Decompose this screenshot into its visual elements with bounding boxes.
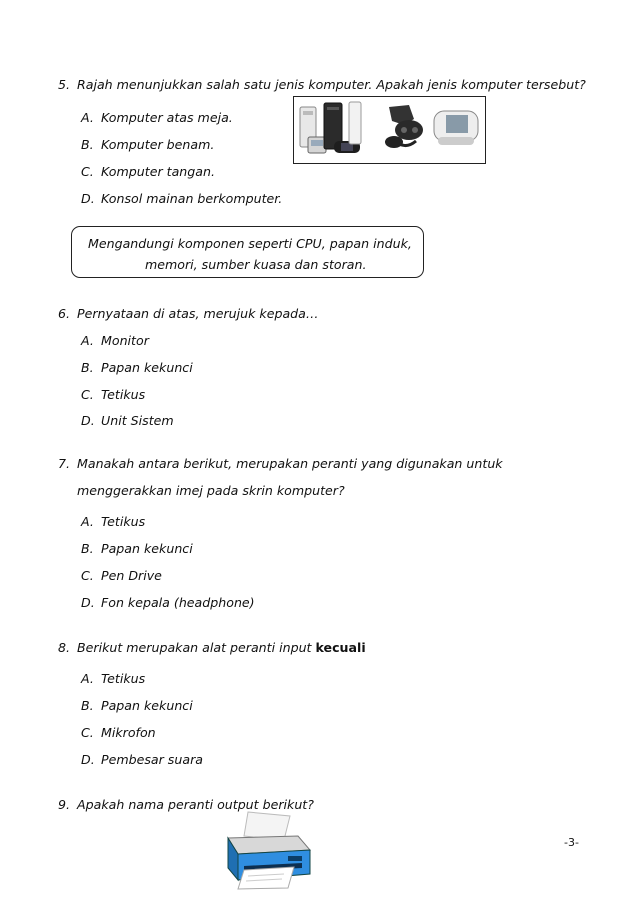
question-7-number: 7. <box>58 456 71 471</box>
question-9-number: 9. <box>58 797 71 812</box>
question-7-option-a: A. Tetikus <box>81 514 146 529</box>
question-6-number: 6. <box>58 306 71 321</box>
question-6-option-c: C. Tetikus <box>81 387 146 402</box>
game-consoles-illustration <box>294 97 484 162</box>
question-7-option-d: D. Fon kepala (headphone) <box>81 595 255 610</box>
statement-box <box>71 226 424 278</box>
question-5-text: Rajah menunjukkan salah satu jenis komputer. Apakah jenis komputer tersebut? <box>77 77 586 92</box>
question-6-option-a: A. Monitor <box>81 333 149 348</box>
question-8-option-c: C. Mikrofon <box>81 725 156 740</box>
question-8-emphasis: kecuali <box>315 640 366 655</box>
question-7-text-line-2: menggerakkan imej pada skrin komputer? <box>77 483 345 498</box>
question-9-text: Apakah nama peranti output berikut? <box>77 797 314 812</box>
question-8-option-d: D. Pembesar suara <box>81 752 203 767</box>
question-5-option-d: D. Konsol mainan berkomputer. <box>81 191 283 206</box>
question-8-option-a: A. Tetikus <box>81 671 146 686</box>
question-6-option-d: D. Unit Sistem <box>81 413 174 428</box>
question-8-option-b: B. Papan kekunci <box>81 698 193 713</box>
question-5-option-a: A. Komputer atas meja. <box>81 110 233 125</box>
game-consoles-image <box>293 96 486 164</box>
question-8-number: 8. <box>58 640 71 655</box>
printer-icon <box>218 810 314 890</box>
statement-line-1: Mengandungi komponen seperti CPU, papan induk, <box>88 236 412 251</box>
question-6-text: Pernyataan di atas, merujuk kepada… <box>77 306 319 321</box>
page-number: -3- <box>564 836 579 849</box>
statement-line-2: memori, sumber kuasa dan storan. <box>145 257 367 272</box>
question-6-option-b: B. Papan kekunci <box>81 360 193 375</box>
question-5-option-c: C. Komputer tangan. <box>81 164 215 179</box>
question-8-text: Berikut merupakan alat peranti input kecuali <box>77 640 366 655</box>
question-5-number: 5. <box>58 77 71 92</box>
question-7-text-line-1: Manakah antara berikut, merupakan peranti yang digunakan untuk <box>77 456 503 471</box>
question-5-option-b: B. Komputer benam. <box>81 137 215 152</box>
question-7-option-b: B. Papan kekunci <box>81 541 193 556</box>
question-7-option-c: C. Pen Drive <box>81 568 162 583</box>
